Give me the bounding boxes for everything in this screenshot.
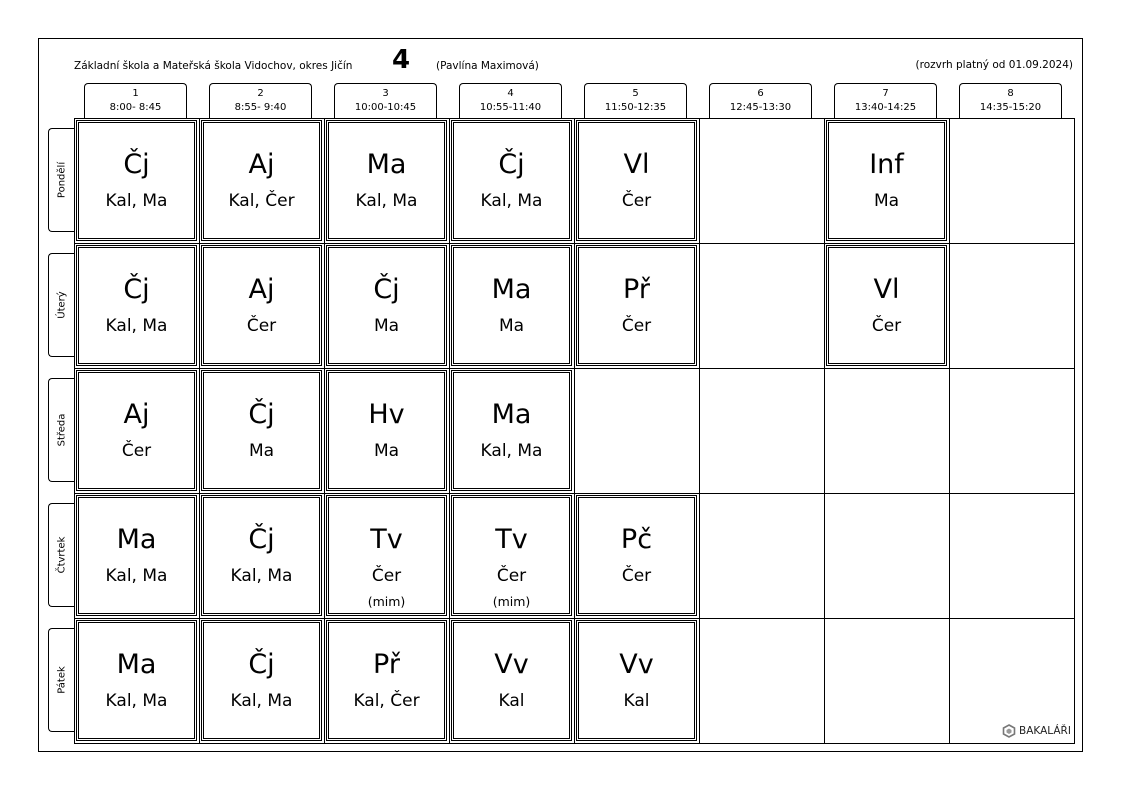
lesson-subject: Ma [491, 274, 532, 305]
period-number: 5 [632, 88, 639, 99]
lesson-teachers: Kal, Ma [230, 566, 293, 586]
lesson-subject: Vl [623, 149, 650, 180]
bakalari-brand [1002, 724, 1071, 738]
lesson-teachers: Čer [246, 316, 277, 336]
lesson-card[interactable] [76, 620, 197, 741]
lesson-subject: Hv [368, 399, 405, 430]
lesson-room: (mim) [492, 594, 531, 609]
day-label-friday [48, 628, 74, 732]
class-teacher: (Pavlína Maximová) [436, 60, 539, 72]
column-divider [824, 118, 825, 744]
lesson-teachers: Kal, Ma [480, 191, 543, 211]
column-divider [324, 118, 325, 744]
lesson-subject: Ma [116, 524, 157, 555]
period-number: 4 [507, 88, 514, 99]
lesson-card[interactable] [451, 620, 572, 741]
lesson-card[interactable] [201, 620, 322, 741]
period-header-6 [709, 83, 812, 118]
day-label-tuesday [48, 253, 74, 357]
lesson-card[interactable] [451, 120, 572, 241]
lesson-card[interactable] [201, 245, 322, 366]
lesson-card[interactable] [826, 245, 947, 366]
lesson-card[interactable] [201, 370, 322, 491]
brand-name: BAKALÁŘI [1019, 725, 1071, 737]
lesson-card[interactable] [576, 620, 697, 741]
period-time: 10:00-10:45 [354, 102, 417, 113]
lesson-subject: Ma [366, 149, 407, 180]
period-time: 13:40-14:25 [854, 102, 917, 113]
lesson-teachers: Čer [871, 316, 902, 336]
lesson-card[interactable] [576, 495, 697, 616]
lesson-card[interactable] [451, 495, 572, 616]
column-divider [949, 118, 950, 744]
lesson-subject: Vv [494, 649, 529, 680]
lesson-teachers: Ma [373, 316, 400, 336]
period-time: 8:00- 8:45 [109, 102, 162, 113]
period-number: 2 [257, 88, 264, 99]
lesson-teachers: Ma [873, 191, 900, 211]
lesson-teachers: Čer [621, 316, 652, 336]
lesson-subject: Aj [248, 274, 275, 305]
lesson-card[interactable] [326, 245, 447, 366]
lesson-card[interactable] [576, 120, 697, 241]
period-header-4 [459, 83, 562, 118]
lesson-card[interactable] [826, 120, 947, 241]
period-time: 12:45-13:30 [729, 102, 792, 113]
lesson-teachers: Ma [373, 441, 400, 461]
lesson-teachers: Čer [371, 566, 402, 586]
lesson-teachers: Ma [498, 316, 525, 336]
lesson-teachers: Ma [248, 441, 275, 461]
lesson-teachers: Čer [121, 441, 152, 461]
lesson-subject: Čj [123, 274, 150, 305]
day-name: Úterý [56, 291, 67, 319]
period-time: 8:55- 9:40 [234, 102, 287, 113]
lesson-card[interactable] [326, 495, 447, 616]
lesson-subject: Čj [248, 649, 275, 680]
lesson-subject: Aj [248, 149, 275, 180]
period-number: 1 [132, 88, 139, 99]
validity-note: (rozvrh platný od 01.09.2024) [915, 59, 1073, 71]
column-divider [699, 118, 700, 744]
lesson-subject: Př [373, 649, 400, 680]
day-name: Pátek [56, 666, 67, 694]
lesson-teachers: Kal, Ma [480, 441, 543, 461]
lesson-card[interactable] [201, 120, 322, 241]
period-number: 3 [382, 88, 389, 99]
lesson-subject: Aj [123, 399, 150, 430]
lesson-subject: Tv [495, 524, 528, 555]
lesson-subject: Čj [248, 399, 275, 430]
day-label-monday [48, 128, 74, 232]
period-header-2 [209, 83, 312, 118]
period-number: 6 [757, 88, 764, 99]
lesson-subject: Vv [619, 649, 654, 680]
lesson-card[interactable] [76, 120, 197, 241]
lesson-card[interactable] [326, 120, 447, 241]
lesson-subject: Čj [248, 524, 275, 555]
lesson-subject: Vl [873, 274, 900, 305]
period-time: 11:50-12:35 [604, 102, 667, 113]
bakalari-logo-icon [1002, 724, 1016, 738]
period-time: 10:55-11:40 [479, 102, 542, 113]
school-name: Základní škola a Mateřská škola Vidochov, okres Jičín [74, 60, 353, 72]
lesson-card[interactable] [576, 245, 697, 366]
class-number: 4 [392, 45, 411, 75]
lesson-teachers: Kal, Čer [353, 691, 420, 711]
lesson-teachers: Kal, Ma [105, 316, 168, 336]
lesson-teachers: Čer [621, 191, 652, 211]
period-header-7 [834, 83, 937, 118]
lesson-teachers: Kal, Ma [355, 191, 418, 211]
day-label-thursday [48, 503, 74, 607]
lesson-subject: Inf [869, 149, 904, 180]
lesson-card[interactable] [201, 495, 322, 616]
lesson-card[interactable] [326, 370, 447, 491]
lesson-subject: Čj [373, 274, 400, 305]
lesson-card[interactable] [451, 370, 572, 491]
lesson-card[interactable] [76, 495, 197, 616]
lesson-subject: Čj [498, 149, 525, 180]
lesson-subject: Ma [116, 649, 157, 680]
day-label-wednesday [48, 378, 74, 482]
period-number: 8 [1007, 88, 1014, 99]
period-header-8 [959, 83, 1062, 118]
period-number: 7 [882, 88, 889, 99]
lesson-teachers: Kal, Čer [228, 191, 295, 211]
lesson-teachers: Kal, Ma [105, 191, 168, 211]
lesson-card[interactable] [76, 245, 197, 366]
column-divider [199, 118, 200, 744]
column-divider [574, 118, 575, 744]
column-divider [449, 118, 450, 744]
lesson-card[interactable] [76, 370, 197, 491]
lesson-teachers: Čer [621, 566, 652, 586]
lesson-teachers: Kal, Ma [105, 691, 168, 711]
day-name: Středa [56, 413, 67, 447]
lesson-teachers: Čer [496, 566, 527, 586]
lesson-subject: Tv [370, 524, 403, 555]
period-header-5 [584, 83, 687, 118]
lesson-teachers: Kal [623, 691, 650, 711]
lesson-subject: Př [623, 274, 650, 305]
lesson-card[interactable] [326, 620, 447, 741]
period-header-3 [334, 83, 437, 118]
day-name: Pondělí [56, 161, 67, 199]
day-name: Čtvrtek [56, 536, 67, 574]
lesson-teachers: Kal, Ma [105, 566, 168, 586]
lesson-teachers: Kal [498, 691, 525, 711]
period-time: 14:35-15:20 [979, 102, 1042, 113]
lesson-card[interactable] [451, 245, 572, 366]
period-header-1 [84, 83, 187, 118]
lesson-subject: Ma [491, 399, 532, 430]
lesson-teachers: Kal, Ma [230, 691, 293, 711]
lesson-subject: Čj [123, 149, 150, 180]
lesson-room: (mim) [367, 594, 406, 609]
lesson-subject: Pč [620, 524, 653, 555]
